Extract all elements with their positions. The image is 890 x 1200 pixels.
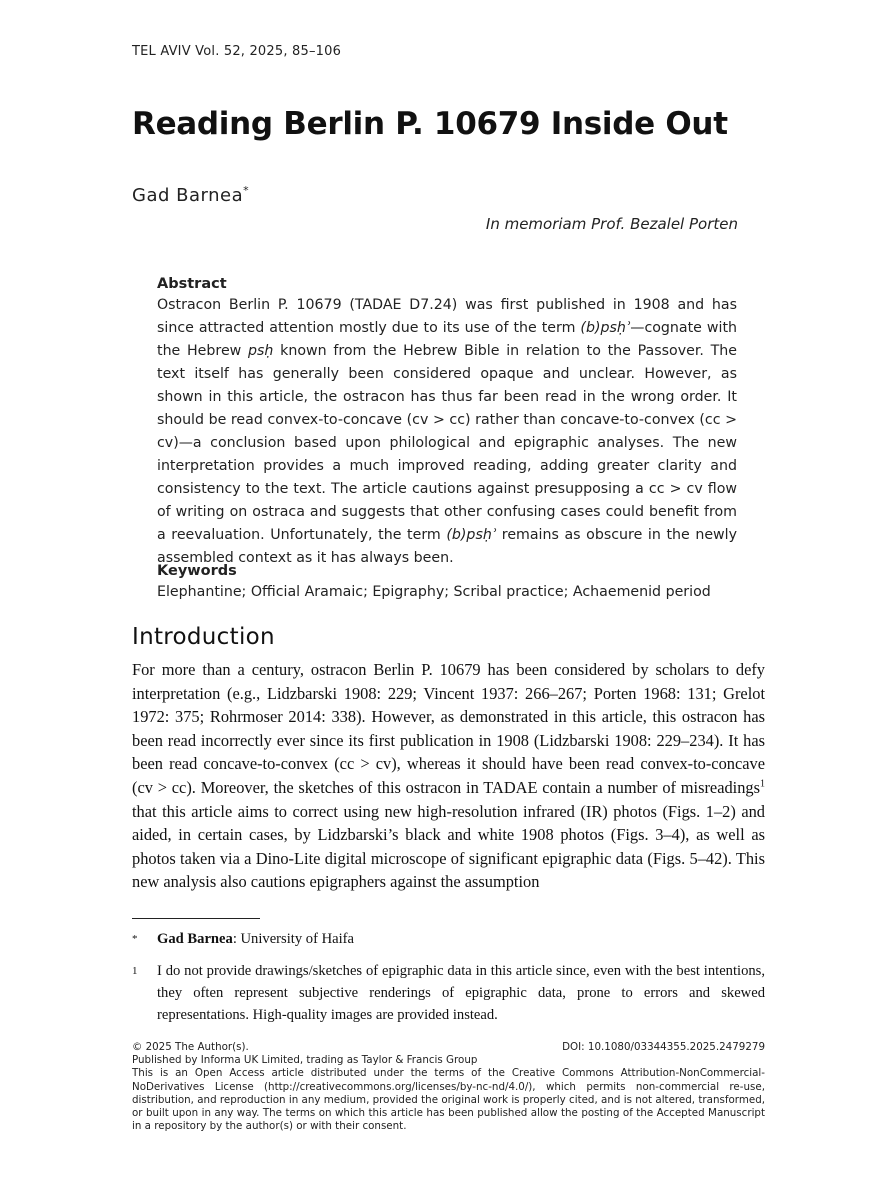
abstract-text-part: —cognate with the Hebrew — [157, 320, 737, 359]
keywords-section — [157, 563, 757, 603]
abstract-text-part: remains as obscure in the newly assembled context as it has always been. — [157, 527, 737, 566]
doi-link[interactable]: DOI: 10.1080/03344355.2025.2479279 — [562, 1041, 765, 1053]
footnote-marker: 1 — [132, 965, 138, 977]
license-text: This is an Open Access article distributed under the terms of the Creative Commons Attribution-NonCommercial-NoDerivatives License (http://creativecommons.org/licenses/by-nc-nd/4.0/), which permits non-commercial re-use, distribution, and reproduction in any medium, provided the original work is properly cited, and is not altered, transformed, or built upon in any way. The terms on which this article has been published allow the posting of the Accepted Manuscript in a repository by the author(s) or with their consent. — [132, 1067, 765, 1133]
abstract-text-part: known from the Hebrew Bible in relation to the Passover. The text itself has generally been considered opaque and unclear. However, as shown in this article, the ostracon has thus far been read in the wrong order. It should be read convex-to-concave (cv > cc) rather than concave-to-convex (cc > cv)—a conclusion based upon philological and epigraphic analyses. The new interpretation provides a much improved reading, adding greater clarity and consistency to the text. The article cautions against presupposing a cc > cv flow of writing on ostraca and suggests that other confusing cases could benefit from a reevaluation. Unfortunately, the term — [157, 343, 737, 543]
introduction-heading: Introduction — [132, 624, 275, 650]
dedication: In memoriam Prof. Bezalel Porten — [485, 215, 738, 233]
introduction-text-part: that this article aims to correct using new high-resolution infrared (IR) photos (Figs. 1–2) and aided, in certain cases, by Lidzbarski’s black and white 1908 photos (Figs. 3–4), as well as photos taken via a Dino-Lite digital microscope of significant epigraphic data (Figs. 5–42). This new analysis also cautions epigraphers against the assumption — [132, 801, 765, 892]
footnote-author-name: Gad Barnea — [157, 931, 233, 947]
copyright-block — [132, 1041, 765, 1133]
footnote-1 — [132, 960, 765, 1026]
author-line — [132, 184, 249, 206]
footnote-marker: * — [132, 933, 138, 945]
publisher-line: Published by Informa UK Limited, trading as Taylor & Francis Group — [132, 1054, 478, 1067]
journal-citation: TEL AVIV Vol. 52, 2025, 85–106 — [132, 44, 342, 59]
abstract-section — [157, 276, 737, 570]
keywords-list: Elephantine; Official Aramaic; Epigraphy; Scribal practice; Achaemenid period — [157, 584, 711, 600]
abstract-text — [157, 294, 737, 570]
footnote-author-affiliation — [132, 928, 765, 950]
abstract-term: (b)psḥʾ — [580, 320, 631, 336]
author-name: Gad Barnea — [132, 185, 244, 206]
abstract-heading: Abstract — [157, 276, 227, 292]
introduction-text-part: For more than a century, ostracon Berlin P. 10679 has been considered by scholars to defy interpretation (e.g., Lidzbarski 1908: 229; Vincent 1937: 266–267; Porten 1968: 131; Grelot 1972: 375; Rohrmoser 2014: 338). However, as demonstrated in this article, this ostracon has been read incorrectly ever since its first publication in 1908 (Lidzbarski 1908: 229–234). It has been read concave-to-convex (cc > cv), whereas it should have been read convex-to-concave (cv > cc). Moreover, the sketches of this ostracon in TADAE contain a number of misreadings — [132, 660, 765, 797]
introduction-paragraph — [132, 658, 765, 894]
footnote-reference-1[interactable]: 1 — [760, 778, 765, 790]
footnote-1-text: I do not provide drawings/sketches of epigraphic data in this article since, even with the best intentions, they often represent subjective renderings of epigraphic data, prone to errors and skewed representations. High-quality images are provided instead. — [157, 963, 765, 1023]
copyright-notice: © 2025 The Author(s). — [132, 1041, 249, 1053]
abstract-text-part: Ostracon Berlin P. 10679 (TADAE D7.24) was first published in 1908 and has since attracted attention mostly due to its use of the term — [157, 297, 737, 336]
author-footnote-marker[interactable]: * — [243, 184, 250, 197]
abstract-term: psḥ — [248, 343, 274, 359]
abstract-term: (b)psḥʾ — [446, 527, 497, 543]
article-title: Reading Berlin P. 10679 Inside Out — [132, 106, 728, 142]
footnote-divider — [132, 918, 260, 919]
footnote-affiliation: : University of Haifa — [232, 931, 354, 947]
keywords-heading: Keywords — [157, 563, 237, 579]
